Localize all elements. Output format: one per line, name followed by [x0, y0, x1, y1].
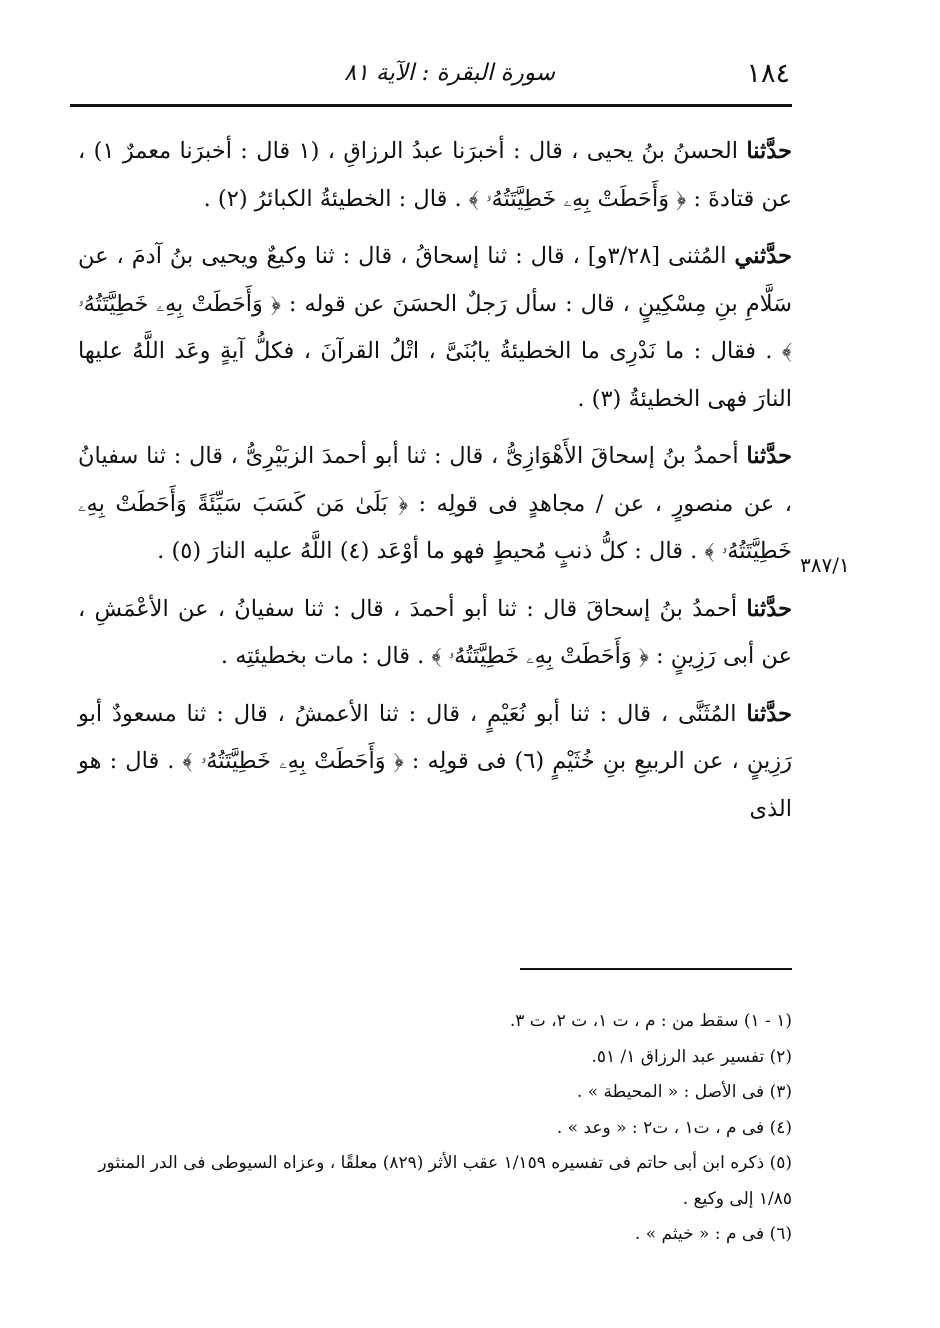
footnote: (٥) ذكره ابن أبى حاتم فى تفسيره ١/١٥٩ عقب الأثر (٨٢٩) معلقًا ، وعزاه السيوطى فى الدر المنثور ١/٨٥ إلى وكيع .	[98, 1153, 792, 1209]
paragraph-text: المُثنى [٣/٢٨و] ، قال : ثنا إسحاقُ ، قال : ثنا وكيعٌ ويحيى بنُ آدمَ ، عن سَلَّامِ بنِ مِسْكِينٍ ، قال : سأل رَجلٌ الحسَنَ عن قوله : ﴿ وَأَحَطَتْ بِهِۦ خَطِيَّتَتُهُۥ ﴾ . فقال : ما نَدْرِى ما الخطيئةُ يابُنَىَّ ، اتْلُ القرآنَ ، فكلُّ آيةٍ وعَد اللَّهُ عليها النارَ فهى الخطيئةُ (٣) .	[78, 243, 792, 412]
running-title: سورة البقرة : الآية ٨١	[344, 60, 555, 86]
paragraph-text: الحسنُ بنُ يحيى ، قال : أخبرَنا عبدُ الرزاقِ ، (١ قال : أخبرَنا معمرٌ ١) ، عن قتادةَ : ﴿ وَأَحَطَتْ بِهِۦ خَطِيَّتَتُهُۥ ﴾ . قال : الخطيئةُ الكبائرُ (٢) .	[78, 138, 792, 212]
paragraph	[78, 586, 792, 681]
footnote-rule	[520, 968, 792, 970]
footnotes	[78, 1004, 792, 1253]
paragraph-text: أحمدُ بنُ إسحاقَ قال : ثنا أبو أحمدَ ، قال : ثنا سفيانُ ، عن الأعْمَشِ ، عن أبى رَزِينٍ : ﴿ وَأَحَطَتْ بِهِۦ خَطِيَّتَتُهُۥ ﴾ . قال : مات بخطيئتِه .	[78, 595, 792, 669]
isnad-word: حدَّثنا	[746, 595, 792, 622]
paragraph	[78, 433, 792, 576]
main-text	[78, 128, 792, 843]
isnad-word: حدَّثنا	[746, 138, 792, 164]
paragraph	[78, 128, 792, 223]
paragraph-text: أحمدُ بنُ إسحاقَ الأَهْوَازِىُّ ، قال : ثنا أبو أحمدَ الزبَيْرِىُّ ، قال : ثنا سفيانُ ، عن منصورٍ ، عن / مجاهدٍ فى قولِه : ﴿ بَلَىٰ مَن كَسَبَ سَيِّئَةً وَأَحَطَتْ بِهِۦ خَطِيَّتَتُهُۥ ﴾ . قال : كلُّ ذنبٍ مُحيطٍ فهو ما أوْعَد (٤) اللَّهُ عليه النارَ (٥) .	[78, 443, 792, 564]
footnote: (٦) فى م : « خيثم » .	[634, 1224, 792, 1244]
footnote: (٤) فى م ، ت١ ، ت٢ : « وعد » .	[556, 1117, 792, 1138]
margin-reference: ٣٨٧/١	[800, 553, 850, 577]
paragraph	[78, 233, 792, 423]
isnad-word: حدَّثنا	[746, 700, 793, 727]
footnote: (٢) تفسير عبد الرزاق ١/ ٥١.	[591, 1046, 792, 1067]
footnote: (٣) فى الأصل : « المحيطة » .	[576, 1082, 792, 1102]
footnote: (١ - ١) سقط من : م ، ت ١، ت ٢، ت ٣.	[509, 1011, 792, 1031]
isnad-word: حدَّثني	[734, 243, 792, 269]
header-rule	[70, 104, 792, 107]
page-number: ١٨٤	[746, 58, 790, 89]
page-header	[78, 52, 790, 98]
isnad-word: حدَّثنا	[746, 443, 792, 469]
paragraph-text: المُثَنَّى ، قال : ثنا أبو نُعَيْمٍ ، قال : ثنا الأعمشُ ، قال : ثنا مسعودٌ أبو رَزِينٍ ، عن الربيعِ بنِ خُثَيْمٍ (٦) فى قولِه : ﴿ وَأَحَطَتْ بِهِۦ خَطِيَّتَتُهُۥ ﴾ . قال : هو الذى	[78, 700, 793, 822]
paragraph	[78, 691, 792, 834]
